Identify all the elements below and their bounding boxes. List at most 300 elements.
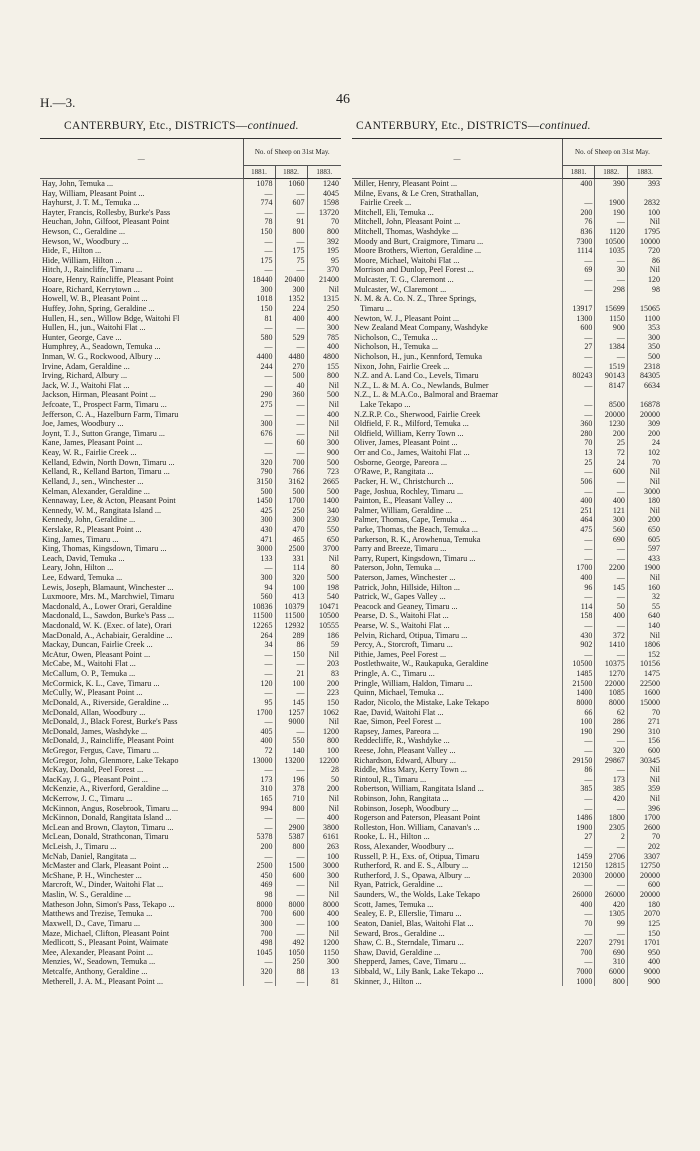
sheep-count-cell: Nil bbox=[627, 794, 662, 804]
sheep-count-cell: 605 bbox=[627, 535, 662, 545]
sheep-count-cell: 32 bbox=[627, 592, 662, 602]
sheep-count-cell: 720 bbox=[627, 246, 662, 256]
table-row bbox=[352, 506, 662, 516]
right-sheep-table bbox=[352, 138, 662, 986]
owner-name-cell: Palmer, William, Geraldine ... bbox=[354, 505, 452, 515]
sheep-count-cell: 21 bbox=[275, 669, 307, 679]
owner-name-cell: Rapsey, James, Pareora ... bbox=[354, 726, 439, 736]
table-row bbox=[40, 515, 341, 525]
sheep-count-cell: 8000 bbox=[307, 900, 341, 910]
table-row bbox=[40, 727, 341, 737]
sheep-count-cell: Nil bbox=[307, 381, 341, 391]
sheep-count-cell: 1384 bbox=[595, 342, 628, 352]
sheep-count-cell: 465 bbox=[275, 535, 307, 545]
sheep-count-cell: 498 bbox=[243, 938, 275, 948]
sheep-count-cell: — bbox=[562, 880, 595, 890]
owner-name-cell: Rae, Simon, Peel Forest ... bbox=[354, 717, 442, 727]
sheep-count-cell: 10156 bbox=[627, 659, 662, 669]
owner-name-cell: Robinson, Joseph, Woodbury ... bbox=[354, 803, 459, 813]
owner-name-cell: McCabe, M., Waitohi Flat ... bbox=[42, 659, 136, 669]
sheep-count-cell: 20000 bbox=[627, 410, 662, 420]
table-row bbox=[352, 496, 662, 506]
table-row bbox=[40, 525, 341, 535]
sheep-count-cell: 900 bbox=[627, 977, 662, 987]
table-row bbox=[352, 189, 662, 199]
sheep-count-cell: 310 bbox=[595, 957, 628, 967]
table-row bbox=[40, 429, 341, 439]
sheep-count-cell: 1900 bbox=[562, 823, 595, 833]
sheep-count-cell: — bbox=[275, 890, 307, 900]
table-row bbox=[352, 784, 662, 794]
sheep-count-cell: 175 bbox=[275, 246, 307, 256]
sheep-count-cell: — bbox=[562, 381, 595, 391]
sheep-count-cell: — bbox=[243, 371, 275, 381]
sheep-count-cell: — bbox=[562, 650, 595, 660]
table-row bbox=[40, 813, 341, 823]
sheep-count-cell: 300 bbox=[307, 871, 341, 881]
sheep-count-cell: — bbox=[275, 410, 307, 420]
year-header-1883: 1883. bbox=[627, 166, 662, 179]
sheep-count-cell: 152 bbox=[627, 650, 662, 660]
table-row bbox=[40, 390, 341, 400]
sheep-count-cell: 186 bbox=[307, 631, 341, 641]
owner-name-cell: Postlethwaite, W., Raukapuka, Geraldine bbox=[354, 659, 489, 669]
sheep-count-cell: 9000 bbox=[275, 717, 307, 727]
owner-name-cell: Parkerson, R. K., Arowhenua, Temuka bbox=[354, 534, 481, 544]
sheep-count-cell: 1352 bbox=[275, 294, 307, 304]
owner-name-cell: Parry, Rupert, Kingsdown, Timaru ... bbox=[354, 553, 476, 563]
table-row bbox=[352, 323, 662, 333]
sheep-count-cell: 114 bbox=[275, 563, 307, 573]
sheep-count-cell: 1150 bbox=[595, 314, 628, 324]
sheep-count-cell: 600 bbox=[275, 909, 307, 919]
sheep-count-cell: — bbox=[243, 717, 275, 727]
table-row bbox=[40, 198, 341, 208]
sheep-count-cell: 1500 bbox=[275, 861, 307, 871]
owner-name-cell: Marcroft, W., Dinder, Waitohi Flat ... bbox=[42, 880, 164, 890]
sheep-count-cell: 165 bbox=[243, 794, 275, 804]
sheep-count-cell: 270 bbox=[275, 362, 307, 372]
sheep-count-cell: 24 bbox=[595, 458, 628, 468]
sheep-count-cell: 86 bbox=[275, 640, 307, 650]
owner-name-cell: Orr and Co., James, Waitohi Flat ... bbox=[354, 448, 470, 458]
owner-name-cell: Lewis, Joseph, Blamaunt, Winchester ... bbox=[42, 582, 174, 592]
sheep-count-cell: 100 bbox=[307, 852, 341, 862]
sheep-count-cell: 4480 bbox=[275, 352, 307, 362]
sheep-count-cell: 76 bbox=[562, 217, 595, 227]
owner-name-cell: McKenzie, A., Riverford, Geraldine ... bbox=[42, 784, 169, 794]
owner-name-cell: Pringle, William, Haldon, Timaru ... bbox=[354, 678, 473, 688]
sheep-count-cell: 70 bbox=[562, 919, 595, 929]
sheep-count-cell: 430 bbox=[562, 631, 595, 641]
table-row bbox=[352, 909, 662, 919]
sheep-count-cell: 95 bbox=[307, 256, 341, 266]
owner-name-cell: Macdonald, A., Lower Orari, Geraldine bbox=[42, 601, 172, 611]
sheep-count-cell: 20000 bbox=[627, 871, 662, 881]
owner-name-cell: Pringle, A. C., Timaru ... bbox=[354, 669, 435, 679]
sheep-count-cell: — bbox=[595, 256, 628, 266]
sheep-count-cell: — bbox=[275, 448, 307, 458]
table-row bbox=[352, 477, 662, 487]
sheep-count-cell: 10555 bbox=[307, 621, 341, 631]
table-row bbox=[352, 708, 662, 718]
sheep-count-cell: 1230 bbox=[595, 419, 628, 429]
sheep-count-cell: — bbox=[275, 429, 307, 439]
owner-name-cell: McGregor, Fergus, Cave, Timaru ... bbox=[42, 745, 159, 755]
owner-name-cell: Oliver, James, Pleasant Point ... bbox=[354, 438, 458, 448]
sheep-count-cell: 10379 bbox=[275, 602, 307, 612]
sheep-count-cell bbox=[627, 294, 662, 304]
owner-name-cell: New Zealand Meat Company, Washdyke bbox=[354, 323, 488, 333]
table-row bbox=[352, 592, 662, 602]
table-row bbox=[352, 832, 662, 842]
sheep-count-cell: 100 bbox=[275, 679, 307, 689]
sheep-count-cell: 286 bbox=[595, 717, 628, 727]
sheep-count-cell: 550 bbox=[307, 525, 341, 535]
sheep-count-cell: 400 bbox=[307, 909, 341, 919]
owner-name-cell: Sibbald, W., Lily Bank, Lake Tekapo ... bbox=[354, 966, 484, 976]
table-row bbox=[40, 563, 341, 573]
sheep-count-cell: — bbox=[595, 573, 628, 583]
sheep-count-cell: 145 bbox=[275, 698, 307, 708]
table-row bbox=[40, 592, 341, 602]
owner-name-cell: Kelland, R., Kelland Barton, Timaru ... bbox=[42, 467, 170, 477]
table-row bbox=[40, 227, 341, 237]
sheep-count-cell: 413 bbox=[275, 592, 307, 602]
table-row bbox=[352, 871, 662, 881]
sheep-count-cell: — bbox=[562, 592, 595, 602]
sheep-count-cell: — bbox=[562, 736, 595, 746]
owner-name-cell: Moore Brothers, Wierton, Geraldine ... bbox=[354, 246, 482, 256]
sheep-count-cell: — bbox=[243, 688, 275, 698]
sheep-count-cell: 464 bbox=[562, 515, 595, 525]
sheep-count-cell: 1257 bbox=[275, 708, 307, 718]
table-row bbox=[352, 631, 662, 641]
sheep-count-cell: 200 bbox=[627, 429, 662, 439]
table-row bbox=[40, 189, 341, 199]
table-row bbox=[352, 208, 662, 218]
sheep-count-cell: — bbox=[595, 929, 628, 939]
sheep-count-cell: 400 bbox=[307, 410, 341, 420]
sheep-count-cell: — bbox=[562, 929, 595, 939]
sheep-count-cell: — bbox=[562, 544, 595, 554]
owner-name-cell: Kennedy, W. M., Rangitata Island ... bbox=[42, 505, 162, 515]
sheep-count-cell: — bbox=[275, 342, 307, 352]
owner-name-cell: Lee, Edward, Temuka ... bbox=[42, 572, 123, 582]
table-row bbox=[352, 563, 662, 573]
sheep-count-cell: Nil bbox=[627, 506, 662, 516]
sheep-count-cell: Nil bbox=[627, 217, 662, 227]
owner-name-cell: Menzies, W., Seadown, Temuka ... bbox=[42, 957, 156, 967]
owner-name-cell: Irving, Richard, Albury ... bbox=[42, 371, 128, 381]
sheep-count-cell: 1120 bbox=[595, 227, 628, 237]
sheep-count-cell: — bbox=[243, 765, 275, 775]
sheep-count-cell: 1240 bbox=[307, 179, 341, 189]
table-row bbox=[352, 535, 662, 545]
table-row bbox=[352, 544, 662, 554]
sheep-count-cell: 1085 bbox=[595, 688, 628, 698]
sheep-count-cell: 70 bbox=[307, 217, 341, 227]
sheep-count-cell: 500 bbox=[307, 390, 341, 400]
sheep-count-cell: 710 bbox=[275, 794, 307, 804]
sheep-count-cell: 2600 bbox=[627, 823, 662, 833]
owner-name-cell: Medlicott, S., Pleasant Point, Waimate bbox=[42, 938, 169, 948]
table-row bbox=[40, 640, 341, 650]
sheep-count-cell: 469 bbox=[243, 880, 275, 890]
sheep-count-cell: 1078 bbox=[243, 179, 275, 189]
sheep-count-cell: 600 bbox=[595, 467, 628, 477]
report-code: H.—3. bbox=[40, 95, 76, 110]
sheep-count-cell: — bbox=[595, 592, 628, 602]
sheep-count-cell: 275 bbox=[243, 400, 275, 410]
owner-name-cell: Inman, W. G., Rockwood, Albury ... bbox=[42, 351, 161, 361]
sheep-count-cell: 13000 bbox=[243, 756, 275, 766]
table-row bbox=[352, 640, 662, 650]
sheep-count-cell: 120 bbox=[627, 275, 662, 285]
sheep-count-cell: 2200 bbox=[595, 563, 628, 573]
sheep-count-cell: — bbox=[275, 208, 307, 218]
sheep-count-cell: Nil bbox=[307, 794, 341, 804]
table-row bbox=[40, 179, 341, 189]
sheep-count-cell: 140 bbox=[627, 621, 662, 631]
sheep-count-cell: 200 bbox=[595, 429, 628, 439]
sheep-count-cell: 378 bbox=[275, 784, 307, 794]
sheep-count-cell: 4800 bbox=[307, 352, 341, 362]
table-row bbox=[352, 852, 662, 862]
sheep-count-cell: 1300 bbox=[562, 314, 595, 324]
table-row bbox=[40, 717, 341, 727]
owner-name-cell: Rolleston, Hon. William, Canavan's ... bbox=[354, 822, 480, 832]
sheep-count-cell: 1598 bbox=[307, 198, 341, 208]
table-row bbox=[352, 400, 662, 410]
table-row bbox=[352, 890, 662, 900]
owner-name-cell: Luxmoore, Mrs. M., Marchwiel, Timaru bbox=[42, 592, 175, 602]
owner-name-cell: Pearse, D. S., Waitohi Flat ... bbox=[354, 611, 449, 621]
owner-name-cell: Matthews and Trezise, Temuka ... bbox=[42, 909, 153, 919]
sheep-count-cell: 99 bbox=[595, 919, 628, 929]
sheep-count-cell: 50 bbox=[307, 775, 341, 785]
sheep-count-cell: 15699 bbox=[595, 304, 628, 314]
table-row bbox=[40, 852, 341, 862]
sheep-count-cell: — bbox=[275, 688, 307, 698]
sheep-count-cell: 200 bbox=[307, 784, 341, 794]
table-row bbox=[352, 823, 662, 833]
owner-name-cell: Hunter, George, Cave ... bbox=[42, 332, 122, 342]
owner-name-cell: Joynt, T. J., Sutton Grange, Timaru ... bbox=[42, 428, 165, 438]
page-number: 46 bbox=[336, 92, 350, 107]
sheep-count-cell: 900 bbox=[307, 448, 341, 458]
sheep-count-cell: — bbox=[243, 189, 275, 199]
owner-name-cell: Nicholson, H., Temuka ... bbox=[354, 342, 439, 352]
sheep-count-cell: 950 bbox=[627, 948, 662, 958]
sheep-count-cell: 11500 bbox=[243, 611, 275, 621]
table-row bbox=[40, 659, 341, 669]
sheep-count-cell: 560 bbox=[595, 525, 628, 535]
sheep-count-cell bbox=[595, 189, 628, 199]
sheep-count-cell: 800 bbox=[275, 804, 307, 814]
sheep-count-cell: Nil bbox=[307, 554, 341, 564]
owner-name-cell: Ryan, Patrick, Geraldine ... bbox=[354, 880, 443, 890]
owner-name-cell: McMaster and Clark, Pleasant Point ... bbox=[42, 861, 169, 871]
owner-name-cell: Milne, Evans, & Le Cren, Strathallan, bbox=[354, 188, 479, 198]
sheep-count-cell: 10375 bbox=[595, 659, 628, 669]
sheep-count-cell: 2 bbox=[595, 832, 628, 842]
sheep-count-cell: 7300 bbox=[562, 237, 595, 247]
table-row bbox=[352, 525, 662, 535]
sheep-count-cell: 22500 bbox=[627, 679, 662, 689]
sheep-count-cell: — bbox=[562, 621, 595, 631]
table-row bbox=[40, 333, 341, 343]
sheep-count-cell: 3307 bbox=[627, 852, 662, 862]
sheep-count-cell: 298 bbox=[595, 285, 628, 295]
sheep-count-cell: 836 bbox=[562, 227, 595, 237]
sheep-count-cell: 120 bbox=[243, 679, 275, 689]
table-row bbox=[352, 390, 662, 400]
owner-name-cell: Irvine, Adam, Geraldine ... bbox=[42, 361, 130, 371]
sheep-count-cell: 1475 bbox=[627, 669, 662, 679]
sheep-count-cell: 800 bbox=[307, 736, 341, 746]
owner-column-header: — bbox=[40, 139, 243, 179]
owner-name-cell: Kelland, J., sen., Winchester ... bbox=[42, 476, 144, 486]
sheep-count-cell: 200 bbox=[627, 515, 662, 525]
owner-name-cell: McKay, Donald, Peel Forest ... bbox=[42, 765, 144, 775]
owner-name-cell: Hide, William, Hilton ... bbox=[42, 255, 122, 265]
table-row bbox=[40, 217, 341, 227]
sheep-count-cell: 800 bbox=[307, 371, 341, 381]
sheep-count-cell: 2665 bbox=[307, 477, 341, 487]
sheep-count-cell: 12815 bbox=[595, 861, 628, 871]
sheep-count-cell: — bbox=[243, 659, 275, 669]
owner-name-cell: Nicholson, H., jun., Kennford, Temuka bbox=[354, 351, 482, 361]
sheep-count-cell: 13 bbox=[562, 448, 595, 458]
sheep-count-cell: 350 bbox=[627, 342, 662, 352]
sheep-count-cell: 1459 bbox=[562, 852, 595, 862]
table-row bbox=[40, 419, 341, 429]
table-row bbox=[352, 467, 662, 477]
table-row bbox=[352, 275, 662, 285]
owner-name-cell: Newton, W. J., Pleasant Point ... bbox=[354, 313, 460, 323]
sheep-count-cell: Nil bbox=[627, 573, 662, 583]
owner-name-cell: Maslin, W. S., Geraldine ... bbox=[42, 890, 131, 900]
sheep-count-cell: 2207 bbox=[562, 938, 595, 948]
owner-name-cell: Macdonald, L., Sawdon, Burke's Pass ... bbox=[42, 611, 175, 621]
sheep-count-cell: — bbox=[562, 256, 595, 266]
table-row bbox=[352, 919, 662, 929]
sheep-count-cell: 86 bbox=[627, 256, 662, 266]
sheep-count-cell: 13 bbox=[307, 967, 341, 977]
owner-name-cell: N.Z., L. & M.A.Co., Balmoral and Braemar bbox=[354, 390, 499, 400]
table-row bbox=[352, 285, 662, 295]
sheep-count-cell: 1806 bbox=[627, 640, 662, 650]
sheep-count-cell: 3700 bbox=[307, 544, 341, 554]
table-row bbox=[352, 756, 662, 766]
table-row bbox=[352, 938, 662, 948]
table-row bbox=[40, 496, 341, 506]
sheep-count-cell: 280 bbox=[562, 429, 595, 439]
sheep-count-cell: 10836 bbox=[243, 602, 275, 612]
sheep-count-cell: 650 bbox=[627, 525, 662, 535]
sheep-count-cell: Nil bbox=[627, 467, 662, 477]
owner-name-cell: Hitch, J., Raincliffe, Timaru ... bbox=[42, 265, 143, 275]
owner-name-cell: Shaw, David, Geraldine ... bbox=[354, 947, 441, 957]
sheep-count-cell: 264 bbox=[243, 631, 275, 641]
sheep-count-cell: 385 bbox=[562, 784, 595, 794]
sheep-count-cell: 790 bbox=[243, 467, 275, 477]
table-row bbox=[40, 362, 341, 372]
sheep-count-cell: 2500 bbox=[275, 544, 307, 554]
table-row bbox=[352, 217, 662, 227]
sheep-count-cell: 5387 bbox=[275, 832, 307, 842]
table-row bbox=[40, 765, 341, 775]
sheep-count-cell: 195 bbox=[307, 246, 341, 256]
sheep-count-cell: 145 bbox=[595, 583, 628, 593]
sheep-count-cell: 4045 bbox=[307, 189, 341, 199]
owner-name-cell: Skinner, J., Hilton ... bbox=[354, 976, 422, 986]
sheep-count-cell: 994 bbox=[243, 804, 275, 814]
sheep-count-cell: 3000 bbox=[627, 487, 662, 497]
left-sheep-table bbox=[40, 138, 340, 986]
sheep-count-cell: 650 bbox=[307, 535, 341, 545]
sheep-count-cell: 1400 bbox=[307, 496, 341, 506]
sheep-count-cell: — bbox=[595, 544, 628, 554]
table-row bbox=[352, 967, 662, 977]
table-row bbox=[40, 265, 341, 275]
sheep-count-cell: — bbox=[243, 265, 275, 275]
table-row bbox=[352, 813, 662, 823]
owner-name-cell: N.Z.R.P. Co., Sherwood, Fairlie Creek bbox=[354, 409, 481, 419]
sheep-count-cell: — bbox=[595, 554, 628, 564]
sheep-count-cell: 1700 bbox=[243, 708, 275, 718]
sheep-count-cell: — bbox=[275, 765, 307, 775]
table-row bbox=[40, 208, 341, 218]
table-row bbox=[40, 948, 341, 958]
owner-name-cell: Rogerson and Paterson, Pleasant Point bbox=[354, 813, 481, 823]
sheep-count-cell: 13200 bbox=[275, 756, 307, 766]
owner-name-cell: Leary, John, Hilton ... bbox=[42, 563, 114, 573]
sheep-count-cell: 800 bbox=[275, 227, 307, 237]
sheep-count-cell: 203 bbox=[307, 659, 341, 669]
sheep-count-cell: 2305 bbox=[595, 823, 628, 833]
sheep-count-cell: 550 bbox=[275, 736, 307, 746]
table-row bbox=[40, 698, 341, 708]
owner-name-cell: Hay, John, Temuka ... bbox=[42, 179, 114, 188]
owner-name-cell: Mitchell, John, Pleasant Point ... bbox=[354, 217, 461, 227]
sheep-count-cell: 300 bbox=[243, 515, 275, 525]
owner-name-cell: Parry and Breeze, Timaru ... bbox=[354, 544, 447, 554]
sheep-count-cell: 20000 bbox=[595, 410, 628, 420]
owner-name-cell: Russell, P. H., Exs. of, Otipua, Timaru bbox=[354, 851, 480, 861]
sheep-count-cell: 6634 bbox=[627, 381, 662, 391]
sheep-count-cell: — bbox=[562, 352, 595, 362]
table-row bbox=[40, 371, 341, 381]
table-row bbox=[40, 314, 341, 324]
owner-name-cell: McKinnon, Donald, Rangitata Island ... bbox=[42, 813, 172, 823]
table-row bbox=[40, 477, 341, 487]
sheep-count-cell: 150 bbox=[627, 929, 662, 939]
owner-name-cell: Macdonald, W. K. (Exec. of late), Orari bbox=[42, 621, 172, 631]
sheep-count-cell: 78 bbox=[243, 217, 275, 227]
owner-name-cell: Reese, John, Pleasant Valley ... bbox=[354, 745, 456, 755]
sheep-count-cell: Nil bbox=[307, 400, 341, 410]
sheep-count-cell: 16878 bbox=[627, 400, 662, 410]
sheep-count-cell: 250 bbox=[275, 957, 307, 967]
owner-name-cell: King, James, Timaru ... bbox=[42, 534, 119, 544]
sheep-count-cell: 370 bbox=[307, 265, 341, 275]
sheep-count-cell: 1700 bbox=[275, 496, 307, 506]
sheep-count-cell: 250 bbox=[275, 506, 307, 516]
sheep-count-cell: 80243 bbox=[562, 371, 595, 381]
sheep-count-cell: 22000 bbox=[595, 679, 628, 689]
